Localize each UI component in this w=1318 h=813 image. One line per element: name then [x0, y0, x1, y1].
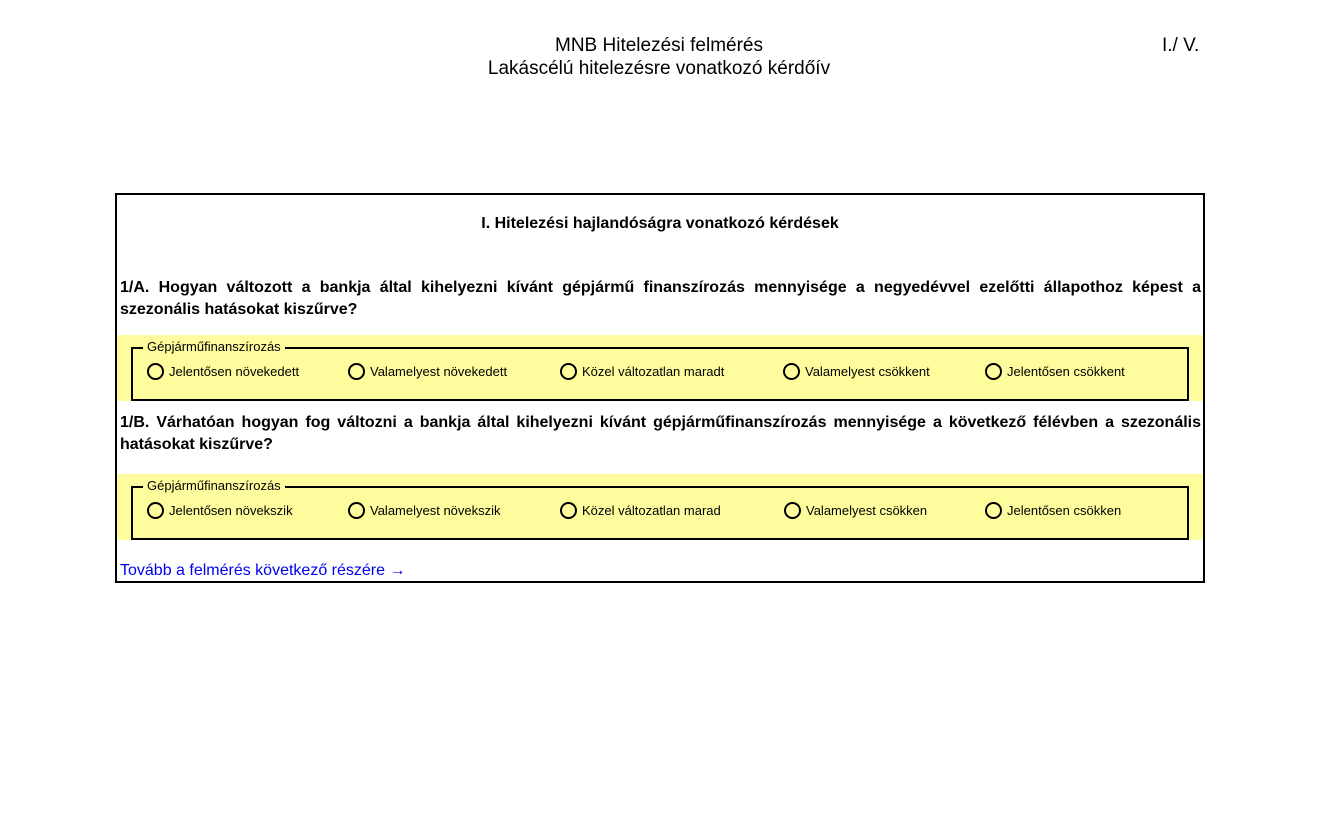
option-label: Valamelyest csökken — [806, 502, 928, 518]
next-section-link[interactable]: Tovább a felmérés következő részére → — [120, 562, 406, 579]
q1b-option-significant-decrease[interactable] — [985, 502, 1121, 519]
option-label: Valamelyest növekszik — [370, 502, 501, 518]
question-1a-fieldset — [131, 339, 1189, 401]
questionnaire-panel — [115, 193, 1205, 583]
question-1a-text: 1/A. Hogyan változott a bankja által kihelyezni kívánt gépjármű finanszírozás mennyisége a negyedévvel ezelőtti állapothoz képest a szezonális hatásokat kiszűrve? — [120, 279, 1201, 318]
q1a-option-slight-decrease[interactable] — [783, 363, 930, 380]
option-label: Valamelyest csökkent — [805, 363, 930, 379]
question-1a-answer-band — [117, 335, 1203, 401]
radio-button[interactable] — [147, 502, 164, 519]
section-title: I. Hitelezési hajlandóságra vonatkozó kérdések — [481, 215, 839, 232]
radio-button[interactable] — [348, 502, 365, 519]
radio-button[interactable] — [560, 363, 577, 380]
radio-button[interactable] — [147, 363, 164, 380]
page-header-title — [0, 34, 1318, 80]
option-label: Közel változatlan marad — [582, 502, 721, 518]
radio-button[interactable] — [985, 502, 1002, 519]
q1b-option-unchanged[interactable] — [560, 502, 721, 519]
option-label: Jelentősen növekedett — [169, 363, 300, 379]
question-1b-fieldset — [131, 478, 1189, 540]
question-1b-text: 1/B. Várhatóan hogyan fog változni a bankja által kihelyezni kívánt gépjárműfinanszírozás mennyisége a következő félévben a szezonális hatásokat kiszűrve? — [120, 414, 1201, 453]
option-label: Valamelyest növekedett — [370, 363, 508, 379]
question-1a-legend: Gépjárműfinanszírozás — [143, 339, 285, 355]
question-1b-legend: Gépjárműfinanszírozás — [143, 478, 285, 494]
radio-button[interactable] — [560, 502, 577, 519]
survey-subtitle: Lakáscélú hitelezésre vonatkozó kérdőív — [487, 58, 831, 79]
option-label: Jelentősen csökkent — [1007, 363, 1125, 379]
q1b-option-slight-increase[interactable] — [348, 502, 501, 519]
q1a-option-unchanged[interactable] — [560, 363, 724, 380]
option-label: Közel változatlan maradt — [582, 363, 725, 379]
radio-button[interactable] — [784, 502, 801, 519]
q1a-option-slight-increase[interactable] — [348, 363, 507, 380]
radio-button[interactable] — [348, 363, 365, 380]
option-label: Jelentősen növekszik — [169, 502, 293, 518]
question-1b-answer-band — [117, 474, 1203, 540]
radio-button[interactable] — [783, 363, 800, 380]
q1b-option-significant-increase[interactable] — [147, 502, 293, 519]
survey-title: MNB Hitelezési felmérés — [555, 35, 763, 56]
option-label: Jelentősen csökken — [1007, 502, 1122, 518]
radio-button[interactable] — [985, 363, 1002, 380]
page-indicator: I./ V. — [1162, 35, 1200, 56]
q1a-option-significant-decrease[interactable] — [985, 363, 1125, 380]
q1a-option-significant-increase[interactable] — [147, 363, 299, 380]
q1b-option-slight-decrease[interactable] — [784, 502, 927, 519]
